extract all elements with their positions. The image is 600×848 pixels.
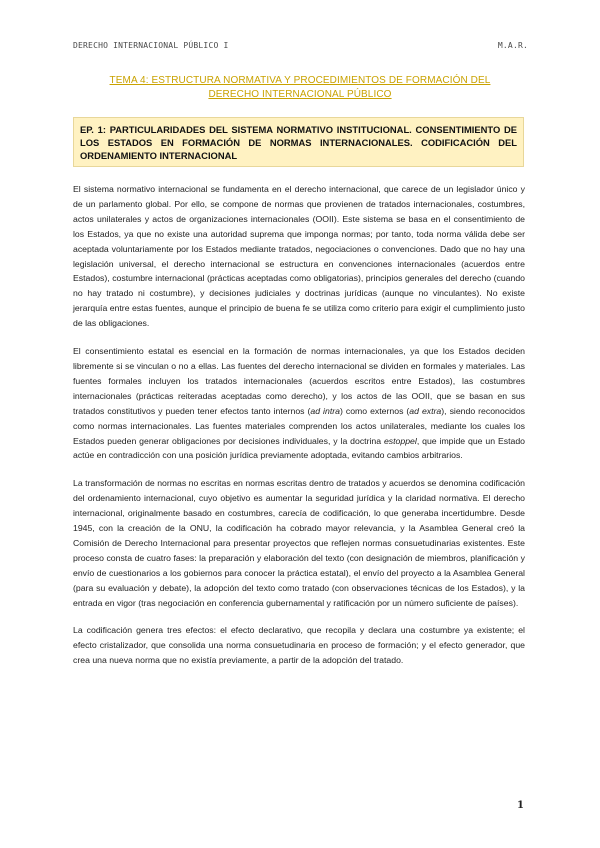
body-text [73,182,525,681]
paragraph-efectos: La codificación genera tres efectos: el efecto declarativo, que recopila y declara una costumbre ya existente; el efecto cristalizador, que consolida una norma consuetudinaria en proceso de formación; y el efecto generador, que crea una nueva norma que no existía previamente, a partir de la adopción del tratado. [73,625,525,666]
paragraph-consentimiento-text-3: ), siendo reconocidos como normas internacionales. Las fuentes materiales comprenden los actos unilaterales, mediante los cuales los Estados pueden generar obligaciones por decisiones individuales, y la doctrina [73,405,525,446]
paragraph-sistema-normativo: El sistema normativo internacional se fundamenta en el derecho internacional, que carece de un legislador único y de un parlamento global. Por ello, se compone de normas que provienen de tratados internacionales, costumbres, actos unilaterales y actos de organizaciones internacionales (OOII). Este sistema se basa en el consentimiento de los Estados, ya que no existe una autoridad suprema que imponga normas; por tanto, toda norma válida debe ser aceptada voluntariamente por los Estados mediante tratados, negociaciones o convenciones. Dado que no hay una legislación universal, el derecho internacional se estructura en convenciones internacionales (acuerdos entre Estados), costumbre internacional (prácticas aceptadas como obligatorias), principios generales del derecho (cuando no hay tratado ni costumbre), y decisiones judiciales y doctrinas jurídicas (aunque no vinculantes). No existe jerarquía entre estas fuentes, aunque el principio de buena fe se utiliza como criterio para exigir el cumplimiento justo de las obligaciones. [73,184,525,329]
term-ad-extra: ad extra [409,405,442,416]
header-course: DERECHO INTERNACIONAL PÚBLICO I [73,41,229,50]
paragraph-consentimiento-text-4: , que impide que un Estado actúe en contradicción con una posición jurídica previamente adoptada, evitando cambios arbitrarios. [73,435,525,461]
paragraph-codificacion: La transformación de normas no escritas en normas escritas dentro de tratados y acuerdos se denomina codificación del ordenamiento internacional, cuyo objetivo es aumentar la seguridad jurídica y la claridad normativa. El derecho internacional, originalmente basado en costumbres, carecía de codificación, lo que generaba incertidumbre. Desde 1945, con la creación de la ONU, la codificación ha cobrado mayor relevancia, y la Asamblea General creó la Comisión de Derecho Internacional para presentar proyectos que reflejen normas consuetudinarias existentes. Este proceso consta de cuatro fases: la preparación y elaboración del texto (con designación de miembros, planificación y envío de cuestionarios a los gobiernos para conocer la práctica estatal), el envío del proyecto a la Asamblea General (para su evaluación y debate), la adopción del texto como tratado (con observaciones técnicas de los Estados), y la entrada en vigor (tras negociación en conferencia gubernamental y ratificación por un número suficiente de países). [73,478,525,608]
paragraph-consentimiento [73,344,525,463]
paragraph-consentimiento-text-1: El consentimiento estatal es esencial en la formación de normas internacionales, ya que los Estados deciden libremente si se vinculan o no a ellas. Las fuentes del derecho internacional se dividen en formales y materiales. Las fuentes formales incluyen los tratados internacionales (acuerdos escritos entre Estados), las costumbres internacionales (prácticas reiteradas aceptadas como derecho), y los actos de las OOII, que se basan en sus tratados constitutivos y pueden tener efectos tanto internos ( [73,346,525,416]
term-ad-intra: ad intra [310,405,340,416]
epigraph-box: EP. 1: PARTICULARIDADES DEL SISTEMA NORMATIVO INSTITUCIONAL. CONSENTIMIENTO DE LOS ESTADOS EN FORMACIÓN DE NORMAS INTERNACIONALES. CODIFICACIÓN DEL ORDENAMIENTO INTERNACIONAL [73,117,524,167]
paragraph-consentimiento-text-2: ) como externos ( [339,405,410,416]
header-initials: M.A.R. [497,41,528,50]
page-title: TEMA 4: ESTRUCTURA NORMATIVA Y PROCEDIMIENTOS DE FORMACIÓN DEL DERECHO INTERNACIONAL PÚBLICO [109,75,491,100]
page-number: 1 [517,800,524,811]
term-estoppel: estoppel [383,435,417,446]
